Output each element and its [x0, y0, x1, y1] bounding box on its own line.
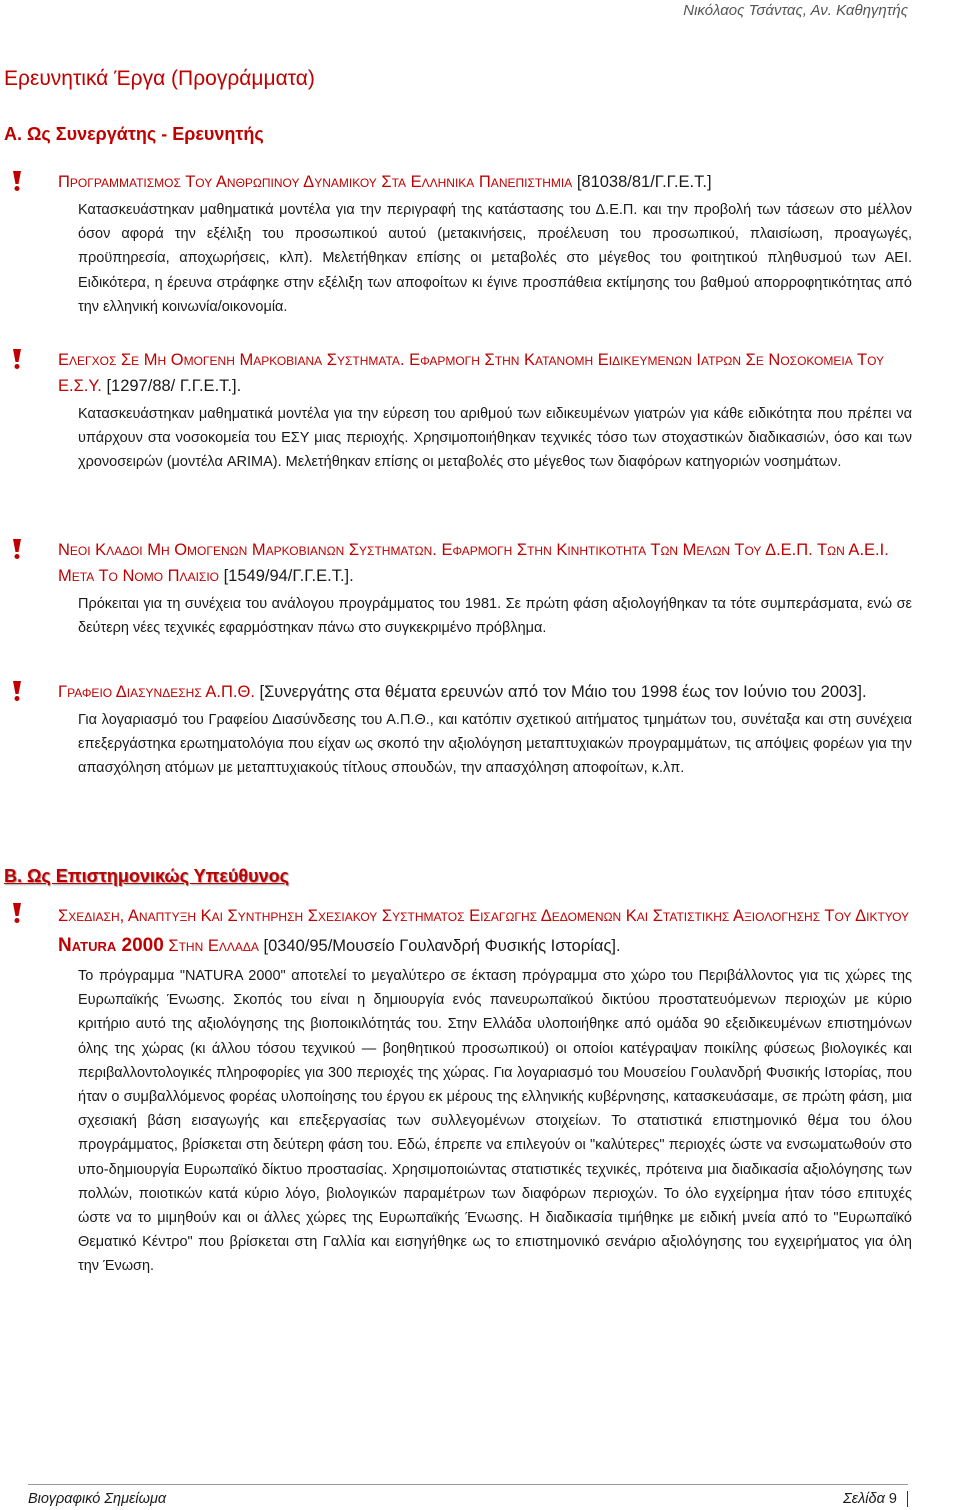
project-name: Σχεδιαση, Αναπτυξη Και Συντηρηση Σχεσιακου Συστηματος Εισαγωγης Δεδομενων Και Στατιστικης Αξιολογησης Του Δικτυου: [58, 907, 910, 925]
project-b1: [0, 901, 912, 1279]
project-title: [58, 347, 912, 399]
project-description: Το πρόγραμμα "NATURA 2000" αποτελεί το μεγαλύτερο σε έκταση πρόγραμμα στο χώρο του Περιβάλλοντος για τις χώρες της Ευρωπαϊκής Ένωσης. Σκοπός του είναι η δημιουργία ενός πανευρωπαϊκού δικτύου προστατευόμενων περιοχών με κύριο κριτήριο αυτό της αξιολόγησης της βιοποικιλότητάς του. Στην Ελλάδα υλοποιήθηκε από ομάδα 90 εξειδικευμένων επιστημόνων όλης της χώρας (κι άλλου τόσου τεχνικού — βοηθητικού προσωπικού) οι οποίοι κατέγραψαν ποικίλης φύσεως βιολογικές και περιβαλλοντολογικές πληροφορίες για 300 περιοχές της χώρας. Για λογαριασμό του Μουσείου Γουλανδρή Φυσικής Ιστορίας, που ήταν ο συμβαλλόμενος φορέας υλοποίησης του έργου εκ μέρους της ελληνικής κυβέρνησης, κατασκευάσαμε, σε πρώτη φάση, μια σχεσιακή βάση εισαγωγής και επεξεργασίας των συλλεγομένων στοιχείων. Το στατιστικά επιστημονικό θέμα του όλου προγράμματος, βρίσκεται στη δεύτερη φάση του. Εδώ, έπρεπε να επιλεγούν οι "καλύτερες" περιοχές ώστε να ενσωματωθούν στο υπο-δημιουργία Ευρωπαϊκό δίκτυο προστασίας. Χρησιμοποιώντας στατιστικές τεχνικές, πρότεινα μια διαδικασία αξιολόγησης των πολλών, ποιοτικών κατά κύριο λόγο, βιολογικών παραμέτρων των διαφόρων περιοχών. Το όλο εγχείρημα ήταν τόσο επιτυχές ώστε να το μιμηθούν και οι άλλες χώρες της Ευρωπαϊκής Ένωσης. Η διαδικασία τιμήθηκε με ειδική μνεία από το "Ευρωπαϊκό Θεματικό Κέντρο" που βρίσκεται στη Γαλλία και εισηγήθηκε ως το επιστημονικό σενάριο αξιολόγησης του εγχειρήματος για όλη την Ένωση.: [78, 968, 912, 1275]
project-description: Κατασκευάστηκαν μαθηματικά μοντέλα για την περιγραφή της κατάστασης του Δ.Ε.Π. και την προβολή των τάσεων στο μέλλον όσον αφορά την εξέλιξη του προσωπικού αυτού (μετακινήσεις, προέλευση του προσωπικού, πλαισίωση, προαγωγές, προϋπηρεσία, αποχωρήσεις, κλπ). Μελετήθηκαν επίσης οι μεταβολές στο μέγεθος του φοιτητικού πληθυσμού των ΑΕΙ. Ειδικότερα, η έρευνα στράφηκε στην εξέλιξη των αποφοίτων κι έγινε προσπάθεια εκτίμησης του βαθμού απορροφητικότητας από την ελληνική κοινωνία/οικονομία.: [78, 202, 912, 315]
project-title: [58, 679, 912, 705]
section-a-title: Α. Ως Συνεργάτης - Ερευνητής: [4, 124, 264, 144]
project-ref: [Συνεργάτης στα θέματα ερευνών από τον Μάιο του 1998 έως τον Ιούνιο του 2003].: [254, 683, 867, 701]
project-ref: [81038/81/Γ.Γ.Ε.Τ.]: [572, 173, 712, 191]
page-title: Ερευνητικά Έργα (Προγράμματα): [4, 67, 315, 90]
section-b-title: Β. Ως Επιστημονικώς Υπεύθυνος: [4, 866, 290, 886]
project-a2: [0, 347, 912, 475]
exclamation-bullet-icon: [10, 538, 24, 560]
exclamation-bullet-icon: [10, 170, 24, 192]
footer-page-number: 9: [888, 1491, 897, 1507]
project-a4: [0, 679, 912, 781]
project-description: Για λογαριασμό του Γραφείου Διασύνδεσης του Α.Π.Θ., και κατόπιν σχετικού αιτήματος τμημάτων του, συνέταξα και στη συνέχεια επεξεργάστηκα ερωτηματολόγια που είχαν ως σκοπό την αξιολόγηση μεταπτυχιακών προγραμμάτων, τις απόψεις φορέων για την απασχόληση ατόμων με μεταπτυχιακούς τίτλους σπουδών, την απασχόληση αποφοίτων, κ.λπ.: [78, 712, 912, 777]
exclamation-bullet-icon: [10, 902, 24, 924]
project-title: [58, 169, 912, 195]
footer-separator: [907, 1491, 908, 1507]
project-a1: [0, 169, 912, 319]
footer-page-label: Σελίδα: [843, 1491, 885, 1507]
project-name: Γραφειο Διασυνδεσης Α.Π.Θ.: [58, 683, 255, 701]
header-author: Νικόλαος Τσάντας, Αν. Καθηγητής: [683, 2, 908, 19]
project-title: [58, 537, 912, 589]
project-name: Προγραμματισμος Του Ανθρωπινου Δυναμικου Στα Ελληνικα Πανεπιστημια: [58, 173, 573, 191]
project-title: [58, 901, 912, 961]
project-name-end: Στην Ελλαδα: [168, 937, 259, 955]
project-description: Κατασκευάστηκαν μαθηματικά μοντέλα για την εύρεση του αριθμού των ειδικευμένων γιατρών για κάθε ειδικότητα που πρέπει να υπάρχουν στα νοσοκομεία του ΕΣΥ μιας περιοχής. Χρησιμοποιήθηκαν τεχνικές τόσο των στοχαστικών διαδικασιών, όσο και των χρονοσειρών (μοντέλα ARIMA). Μελετήθηκαν επίσης οι μεταβολές στο μέγεθος των διαφόρων κατηγοριών νοσημάτων.: [78, 406, 912, 471]
project-name: Ελεγχος Σε Μη Ομογενη Μαρκοβιανα Συστηματα. Εφαρμογη Στην Κατανομη Ειδικευμενων Ιατρων Σε Νοσοκομεια Του Ε.Σ.Υ.: [58, 351, 885, 395]
page-footer: [28, 1484, 908, 1507]
natura-name: Natura 2000: [58, 935, 164, 956]
exclamation-bullet-icon: [10, 680, 24, 702]
footer-doc-title: Βιογραφικό Σημείωμα: [28, 1491, 167, 1507]
project-ref: [1297/88/ Γ.Γ.Ε.Τ.].: [101, 377, 242, 395]
project-name: Νεοι Κλαδοι Μη Ομογενων Μαρκοβιανων Συστηματων. Εφαρμογη Στην Κινητικοτητα Των Μελων Του Δ.Ε.Π. Των Α.Ε.Ι. Μετα Το Νομο Πλαισιο: [58, 541, 889, 585]
project-ref: [1549/94/Γ.Γ.Ε.Τ.].: [219, 567, 354, 585]
footer-page: [843, 1491, 908, 1507]
project-description: Πρόκειται για τη συνέχεια του ανάλογου προγράμματος του 1981. Σε πρώτη φάση αξιολογήθηκαν τα τότε συμπεράσματα, ενώ σε δεύτερη νέες τεχνικές εφαρμόστηκαν πάνω στο συγκεκριμένο πρόβλημα.: [78, 596, 912, 637]
project-ref: [0340/95/Μουσείο Γουλανδρή Φυσικής Ιστορίας].: [258, 937, 621, 955]
project-a3: [0, 537, 912, 640]
exclamation-bullet-icon: [10, 348, 24, 370]
